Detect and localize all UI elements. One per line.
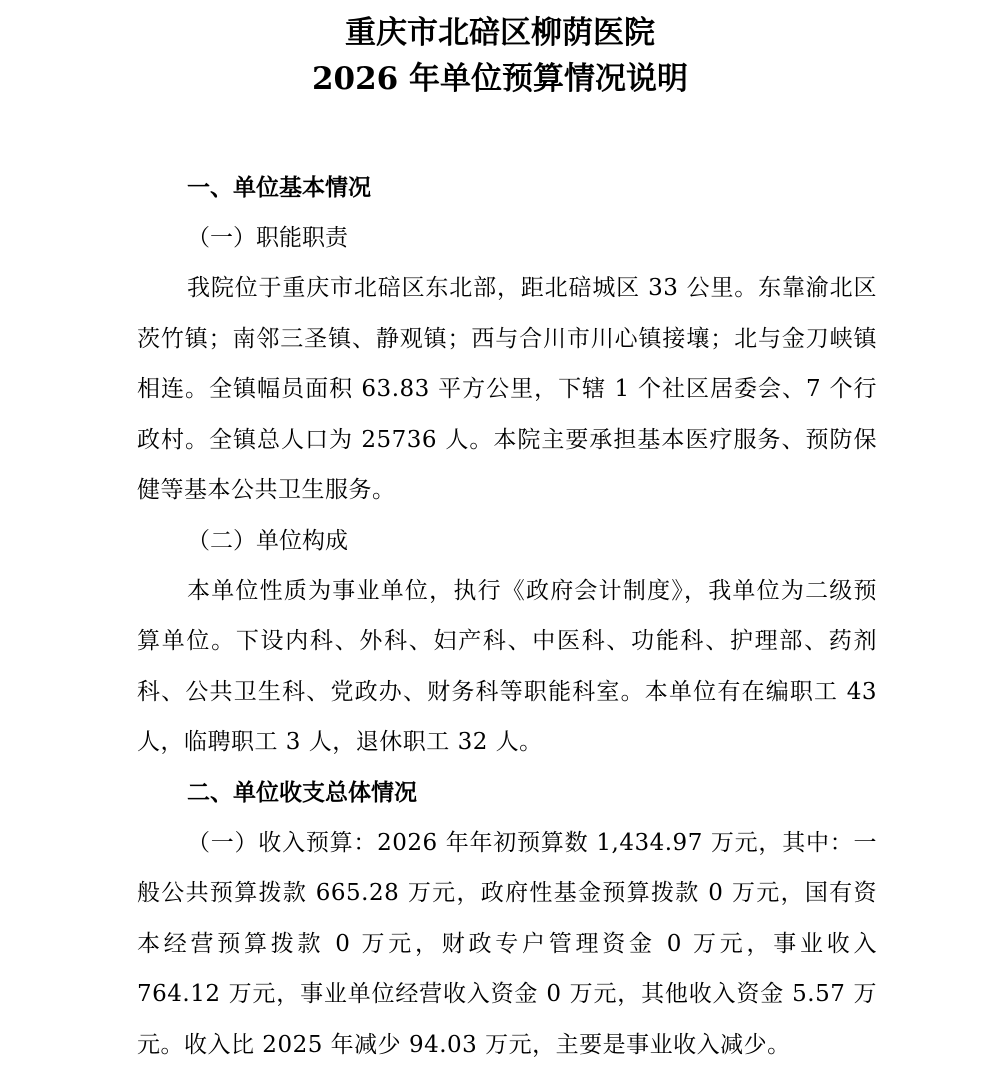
section-2-sub-1-paragraph: （一）收入预算：2026 年年初预算数 1,434.97 万元，其中：一般公共预算拨款 665.28 万元，政府性基金预算拨款 0 万元，国有资本经营预算拨款 0 万元，财政专户管理资金 0 万元，事业收入 764.12 万元，事业单位经营收入资金 0 万元，其他收入资金 5.57 万元。收入比 2025 年减少 94.03 万元，主要是事业收入减少。 [137, 818, 877, 1070]
section-1-heading: 一、单位基本情况 [137, 163, 877, 213]
title-line-1: 重庆市北碚区柳荫医院 [0, 10, 1000, 56]
document-body [137, 163, 877, 1070]
section-1-sub-1-paragraph: 我院位于重庆市北碚区东北部，距北碚城区 33 公里。东靠渝北区茨竹镇；南邻三圣镇、静观镇；西与合川市川心镇接壤；北与金刀峡镇相连。全镇幅员面积 63.83 平方公里，下辖 1 个社区居委会、7 个行政村。全镇总人口为 25736 人。本院主要承担基本医疗服务、预防保健等基本公共卫生服务。 [137, 263, 877, 516]
document-title [0, 10, 1000, 102]
title-line-2: 2026 年单位预算情况说明 [0, 56, 1000, 102]
section-1-sub-1-heading: （一）职能职责 [137, 213, 877, 263]
section-1-sub-2-heading: （二）单位构成 [137, 516, 877, 566]
section-2-heading: 二、单位收支总体情况 [137, 768, 877, 818]
section-1-sub-2-paragraph: 本单位性质为事业单位，执行《政府会计制度》，我单位为二级预算单位。下设内科、外科、妇产科、中医科、功能科、护理部、药剂科、公共卫生科、党政办、财务科等职能科室。本单位有在编职工 43 人，临聘职工 3 人，退休职工 32 人。 [137, 566, 877, 768]
